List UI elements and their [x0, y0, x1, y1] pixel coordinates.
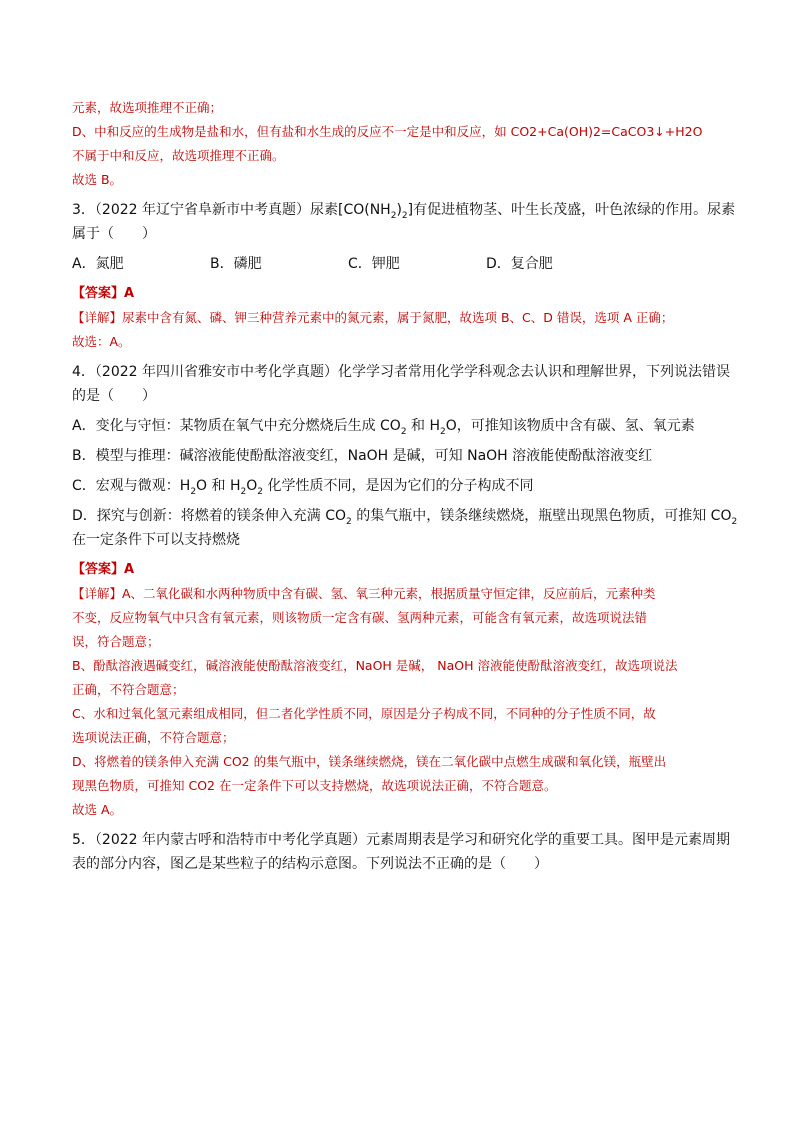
question-5-stem-cont: 表的部分内容，图乙是某些粒子的结构示意图。下列说法不正确的是（ ）	[72, 856, 548, 872]
question-4	[72, 360, 738, 822]
option-a: A．氮肥	[72, 256, 124, 272]
option-d: D．探究与创新：将燃着的镁条伸入充满 $CO_2$ 的集气瓶中，镁条继续燃烧，瓶壁出现黑色物质，可推知 $CO_2$	[72, 508, 738, 527]
question-4-explain: 不变，反应物氧气中只含有氧元素，则该物质一定含有碳、氢两种元素，可能含有氧元素，故选项说法错	[72, 610, 648, 625]
question-4-explain: 故选 A。	[72, 802, 123, 817]
document-page	[72, 96, 738, 876]
option-c: C．钾肥	[348, 256, 400, 272]
explain-line: 故选 B。	[72, 172, 123, 187]
option-d-cont: 在一定条件下可以支持燃烧	[72, 532, 240, 548]
question-4-explain: 正确，不符合题意；	[72, 682, 185, 697]
option-c: C．宏观与微观：$H_2O$ 和 $H_2O_2$ 化学性质不同，是因为它们的分子构成不同	[72, 478, 534, 497]
option-d: D．复合肥	[486, 256, 553, 272]
option-b: B．磷肥	[210, 256, 262, 272]
question-5	[72, 828, 732, 876]
question-4-stem-cont: 的是（ ）	[72, 388, 156, 404]
question-5-stem: 5．（2022 年内蒙古呼和浩特市中考化学真题）元素周期表是学习和研究化学的重要工具。图甲是元素周期	[72, 832, 730, 848]
question-4-explain: 【详解】A、二氧化碳和水两种物质中含有碳、氢、氧三种元素，根据质量守恒定律，反应前后，元素种类	[72, 586, 656, 601]
question-4-explain: 误，符合题意；	[72, 634, 160, 649]
question-3	[72, 198, 736, 354]
question-4-explain: 选项说法正确，不符合题意；	[72, 730, 235, 745]
question-4-explain: 现黑色物质，可推知 CO2 在一定条件下可以支持燃烧，故选项说法正确，不符合题意。	[72, 778, 557, 793]
explain-line: 元素，故选项推理不正确；	[72, 100, 223, 115]
question-3-explain: 故选：A。	[72, 334, 131, 349]
question-4-explain: B、酚酞溶液遇碱变红，碱溶液能使酚酞溶液变红，NaOH 是碱， NaOH 溶液能使酚酞溶液变红，故选项说法	[72, 658, 678, 673]
explain-line: D、中和反应的生成物是盐和水，但有盐和水生成的反应不一定是中和反应，如 CO2+Ca(OH)2=CaCO3↓+H2O	[72, 124, 703, 139]
question-3-explain: 【详解】尿素中含有氮、磷、钾三种营养元素中的氮元素，属于氮肥，故选项 B、C、D 错误，选项 A 正确；	[72, 310, 674, 325]
explain-line: 不属于中和反应，故选项推理不正确。	[72, 148, 285, 163]
question-4-explain: D、将燃着的镁条伸入充满 CO2 的集气瓶中，镁条继续燃烧，镁在二氧化碳中点燃生成碳和氧化镁，瓶壁出	[72, 754, 667, 769]
question-3-stem-cont: 属于（ ）	[72, 226, 156, 242]
previous-explanation	[72, 96, 732, 192]
option-b: B．模型与推理：碱溶液能使酚酞溶液变红，NaOH 是碱，可知 NaOH 溶液能使酚酞溶液变红	[72, 448, 653, 464]
question-4-stem: 4．（2022 年四川省雅安市中考化学真题）化学学习者常用化学学科观念去认识和理解世界，下列说法错误	[72, 364, 730, 380]
question-3-answer: 【答案】A	[72, 286, 135, 301]
question-3-options	[72, 252, 732, 276]
question-4-answer: 【答案】A	[72, 562, 135, 577]
question-4-explain: C、水和过氧化氢元素组成相同，但二者化学性质不同，原因是分子构成不同，不同种的分子性质不同，故	[72, 706, 656, 721]
option-a: A．变化与守恒：某物质在氧气中充分燃烧后生成 $CO_2$ 和 $H_2O$，可推知该物质中含有碳、氢、氧元素	[72, 418, 695, 437]
question-3-stem: 3．（2022 年辽宁省阜新市中考真题）尿素$[CO(NH_2)_2]$有促进植物茎、叶生长茂盛，叶色浓绿的作用。尿素	[72, 202, 736, 221]
